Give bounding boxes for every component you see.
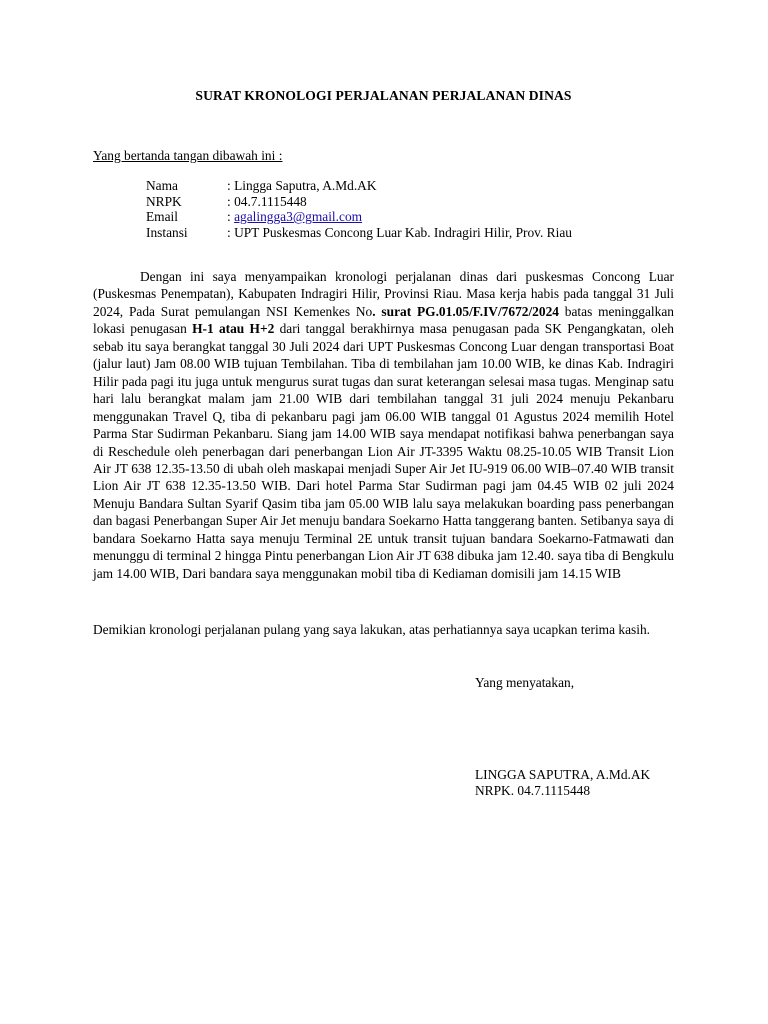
identity-table [146,178,572,240]
body-bold-part: H-1 atau H+2 [192,321,275,337]
email-link[interactable]: agalingga3@gmail.com [234,209,363,225]
identity-row-nrpk [146,194,572,210]
identity-label: Instansi [146,224,188,240]
intro-line: Yang bertanda tangan dibawah ini : [93,148,283,163]
closing-paragraph: Demikian kronologi perjalanan pulang yang saya lakukan, atas perhatiannya saya ucapkan terima kasih. [93,622,650,637]
identity-row-instansi [146,225,572,241]
signature-block [475,767,650,798]
signer-name: LINGGA SAPUTRA, A.Md.AK [475,767,651,782]
sign-off: Yang menyatakan, [475,675,575,690]
identity-label: Nama [146,178,178,193]
identity-label: Email [146,209,178,225]
identity-label: NRPK [146,193,182,209]
body-bold-part: . surat PG.01.05/F.IV/7672/2024 [372,303,559,319]
body-text-part: dari tanggal berakhirnya masa penugasan pada SK Pengangkatan, oleh sebab itu saya berangkat tanggal 30 Juli 2024 dari UPT Puskesmas Concong Luar dengan transportasi Boat (jalur laut) Jam 08.00 WIB tujuan Tembilahan. Tiba di tembilahan jam 10.00 WIB, ke dinas Kab. Indragiri Hilir pada pagi itu juga untuk mengurus surat tugas dan surat keterangan selesai masa tugas. Menginap satu hari lalu berangkat malam jam 21.00 WIB dari tembilahan tanggal 31 juli 2024 menuju Pekanbaru menggunakan Travel Q, tiba di pekanbaru pagi jam 06.00 WIB tanggal 01 Agustus 2024 memilih Hotel Parma Star Sudirman Pekanbaru. Siang jam 14.00 WIB saya mendapat notifikasi bahwa penerbangan saya di Reschedule oleh penerbagan dari penerbangan Lion Air JT-3395 Waktu 08.25-10.05 WIB Transit Lion Air JT 638 12.35-13.50 di ubah oleh maskapai menjadi Super Air Jet IU-919 06.00 WIB–07.40 WIB transit Lion Air JT 638 12.35-13.50 WIB. Dari hotel Parma Star Sudirman pagi jam 04.45 WIB 02 juli 2024 Menuju Bandara Sultan Syarif Qasim tiba jam 05.00 WIB lalu saya melakukan boarding pass penerbangan dan bagasi Penerbangan Super Air Jet menuju bandara Soekarno Hatta tanggerang banten. Setibanya saya di bandara Soekarno Hatta saya menuju Terminal 2E untuk transit tujuan bandara Soekarno-Fatmawati dan menunggu di terminal 2 hingga Pintu penerbangan Lion Air JT 638 dibuka jam 12.40. saya tiba di Bengkulu jam 14.00 WIB, Dari bandara saya menggunakan mobil tiba di Kediaman domisili jam 14.15 WIB [93,321,674,581]
identity-value: : UPT Puskesmas Concong Luar Kab. Indragiri Hilir, Prov. Riau [227,224,572,240]
identity-value: : Lingga Saputra, A.Md.AK [227,178,377,193]
identity-value: : 04.7.1115448 [227,193,307,209]
body-text-part: batas meninggalkan lokasi penugasan [93,303,674,337]
document-title: SURAT KRONOLOGI PERJALANAN PERJALANAN DINAS [195,88,572,103]
signer-id: NRPK. 04.7.1115448 [475,782,591,798]
identity-row-name [146,178,572,194]
chronology-paragraph [93,268,674,582]
email-prefix: : [227,209,235,225]
identity-row-email [146,209,572,225]
body-text-part: Dengan ini saya menyampaikan kronologi perjalanan dinas dari puskesmas Concong Luar (Puskesmas Penempatan), Kabupaten Indragiri Hilir, Provinsi Riau. Masa kerja habis pada tanggal 31 Juli 2024, Pada Surat pemulangan NSI Kemenkes No [93,269,674,319]
identity-value [227,209,572,225]
